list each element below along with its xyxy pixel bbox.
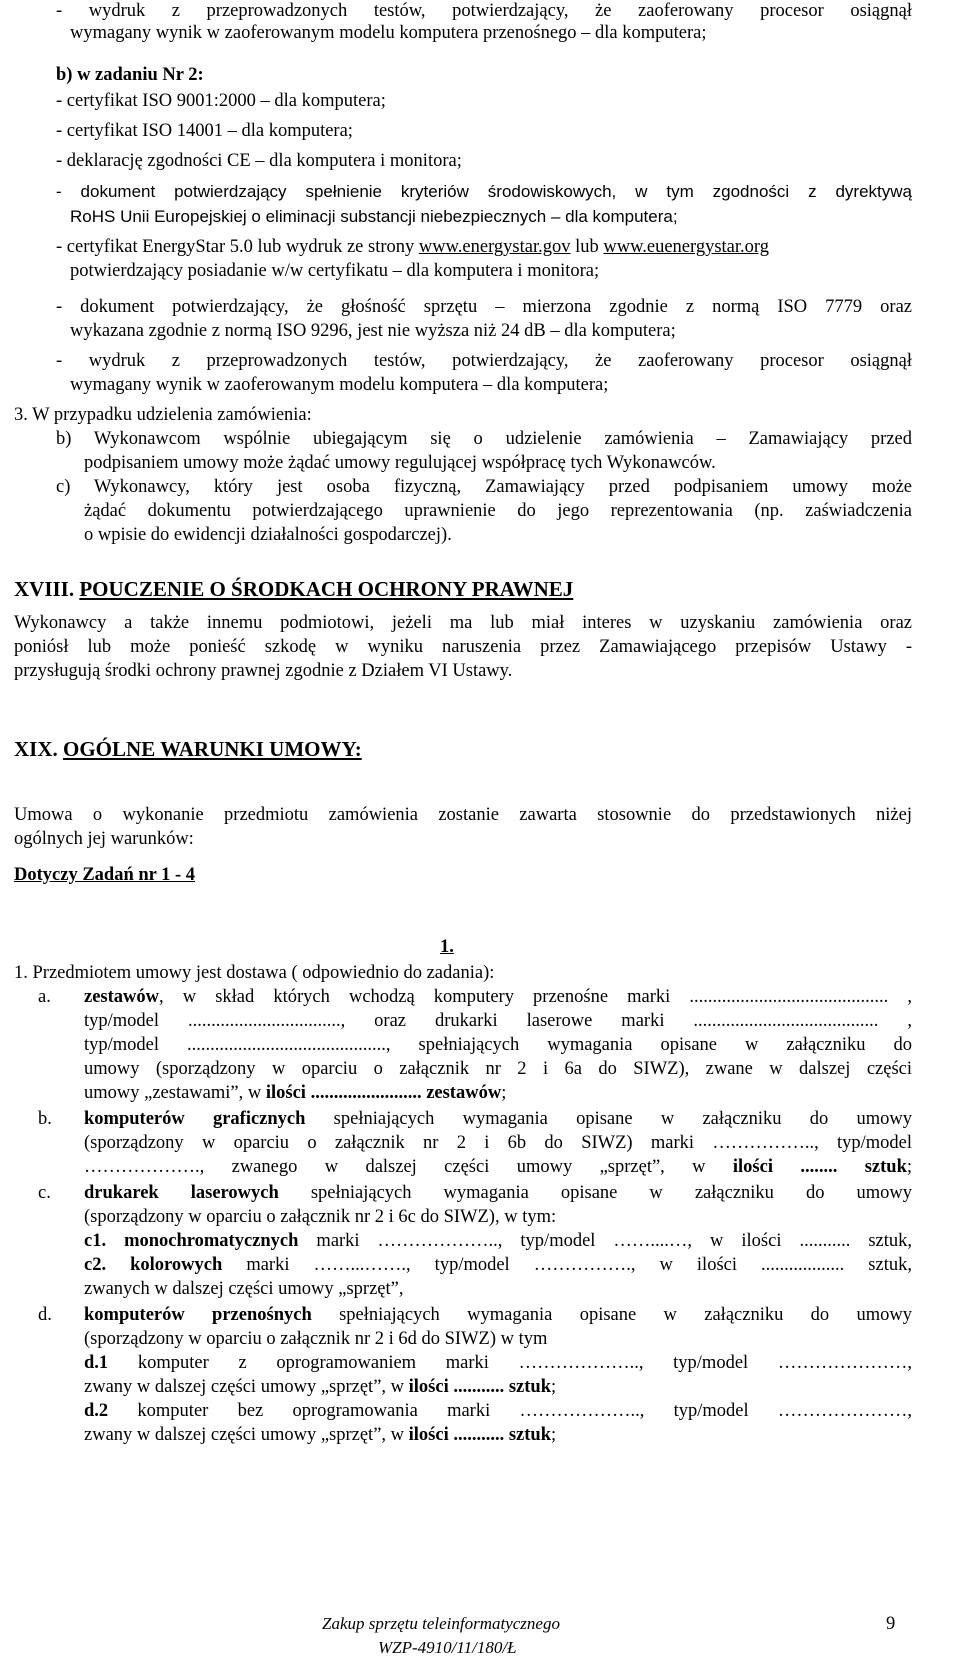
text-line: 1. [440,937,454,957]
text-line: b) Wykonawcom wspólnie ubiegającym się o udzielenie zamówienia – Zamawiający przed [56,429,912,449]
text-line: wymagany wynik w zaoferowanym modelu komputera – dla komputera; [70,375,609,395]
text-segment: d.1 [84,1353,109,1373]
text-segment: ilości ........... sztuk [408,1377,552,1397]
text-segment: c2. kolorowych [84,1255,223,1275]
text-segment: komputer z oprogramowaniem marki ……………….., typ/model …………………, [108,1353,912,1373]
text-segment: ………………., zwanego w dalszej części umowy „sprzęt”, w [84,1157,733,1177]
text-line: RoHS Unii Europejskiej o eliminacji substancji niebezpiecznych – dla komputera; [70,207,678,226]
text-line [84,1352,912,1374]
text-segment: drukarek laserowych [84,1183,279,1203]
text-line [84,1082,506,1104]
text-line: Dotyczy Zadań nr 1 - 4 [14,865,196,885]
text-line [84,1156,912,1178]
text-line: c. [38,1183,51,1203]
text-line: wymagany wynik w zaoferowanym modelu komputera przenośnego – dla komputera; [70,23,707,43]
text-line [56,236,769,258]
footer-reference: WZP-4910/11/180/Ł [378,1638,517,1657]
underlined-text: POUCZENIE O ŚRODKACH OCHRONY PRAWNEJ [79,577,574,601]
text-line: - deklarację zgodności CE – dla komputera i monitora; [56,151,462,171]
text-segment: XIX. [14,737,64,761]
text-line: zwanych w dalszej części umowy „sprzęt”, [84,1279,404,1299]
text-segment: spełniających wymagania opisane w załączniku do umowy [311,1305,913,1325]
text-segment: spełniających wymagania opisane w załączniku do umowy [278,1183,913,1203]
text-segment: zwany w dalszej części umowy „sprzęt”, w [84,1425,409,1445]
text-line: - certyfikat ISO 14001 – dla komputera; [56,121,353,141]
text-segment: umowy „zestawami”, w [84,1083,266,1103]
underlined-text: OGÓLNE WARUNKI UMOWY: [63,737,362,761]
text-segment: XVIII. [14,577,80,601]
section-heading [14,738,362,760]
text-line: potwierdzający posiadanie w/w certyfikatu – dla komputera i monitora; [70,261,600,281]
section-heading [14,578,573,600]
text-line [84,1400,912,1422]
text-segment: zestawów [84,987,160,1007]
text-line: - dokument potwierdzający, że głośność sprzętu – mierzona zgodnie z normą ISO 7779 oraz [56,297,912,317]
text-line: c) Wykonawcy, który jest osoba fizyczną, Zamawiający przed podpisaniem umowy może [56,477,912,497]
text-line: d. [38,1305,52,1325]
text-line: a. [38,987,51,1007]
text-line [84,1424,556,1446]
text-line: - wydruk z przeprowadzonych testów, potwierdzający, że zaoferowany procesor osiągnął [56,351,912,371]
text-line: żądać dokumentu potwierdzającego uprawnienie do jego reprezentowania (np. zaświadczenia [84,501,912,521]
text-line: (sporządzony w oparciu o załącznik nr 2 i 6b do SIWZ) marki …………….., typ/model [84,1133,912,1153]
text-line: Wykonawcy a także innemu podmiotowi, jeżeli ma lub miał interes w uzyskaniu zamówienia oraz [14,613,912,633]
text-segment: komputerów graficznych [84,1109,306,1129]
text-line [84,1254,912,1276]
text-line [84,1108,912,1130]
text-segment: d.2 [84,1401,109,1421]
text-line: - wydruk z przeprowadzonych testów, potwierdzający, że zaoferowany procesor osiągnął [56,1,912,21]
text-line: typ/model ................................., oraz drukarki laserowe marki ........................................ , [84,1011,912,1031]
text-line: podpisaniem umowy może żądać umowy regulującej współpracę tych Wykonawców. [84,453,716,473]
text-segment: ilości ........... sztuk [408,1425,552,1445]
text-line: ogólnych jej warunków: [14,829,194,849]
text-line: przysługują środki ochrony prawnej zgodnie z Działem VI Ustawy. [14,661,513,681]
text-line: (sporządzony w oparciu o załącznik nr 2 i 6c do SIWZ), w tym: [84,1207,557,1227]
text-line: - certyfikat ISO 9001:2000 – dla komputera; [56,91,386,111]
text-segment: - certyfikat EnergyStar 5.0 lub wydruk ze strony [56,237,419,257]
text-line [84,1230,912,1252]
text-segment: ; [551,1377,557,1397]
text-line [84,1376,556,1398]
text-line [84,986,912,1008]
text-segment: zwany w dalszej części umowy „sprzęt”, w [84,1377,409,1397]
text-line: wykazana zgodnie z normą ISO 9296, jest nie wyższa niż 24 dB – dla komputera; [70,321,676,341]
text-line: (sporządzony w oparciu o załącznik nr 2 i 6d do SIWZ) w tym [84,1329,548,1349]
text-line: 1. Przedmiotem umowy jest dostawa ( odpowiednio do zadania): [14,963,495,983]
text-line [84,1304,912,1326]
text-segment: marki ……………….., typ/model ……....…, w ilości ........... sztuk, [298,1231,912,1251]
text-segment: c1. monochromatycznych [84,1231,299,1251]
text-segment: ; [551,1425,557,1445]
text-line: Umowa o wykonanie przedmiotu zamówienia zostanie zawarta stosownie do przedstawionych niżej [14,805,912,825]
text-line: b) w zadaniu Nr 2: [56,65,204,85]
text-segment: komputer bez oprogramowania marki ……………….., typ/model …………………, [108,1401,912,1421]
text-line [84,1182,912,1204]
text-line: typ/model ..........................................., spełniających wymagania opisane w załączniku do [84,1035,912,1055]
text-segment: ilości ........ sztuk [732,1157,907,1177]
text-segment: , w skład których wchodzą komputery przenośne marki ........................................... , [159,987,912,1007]
text-segment: lub [570,237,604,257]
footer-title: Zakup sprzętu teleinformatycznego [322,1614,560,1633]
text-line: - dokument potwierdzający spełnienie kryteriów środowiskowych, w tym zgodności z dyrektywą [56,182,912,201]
text-segment: ; [501,1083,507,1103]
text-segment: ilości ........................ zestawów [265,1083,502,1103]
text-segment: spełniających wymagania opisane w załączniku do umowy [305,1109,912,1129]
text-line: b. [38,1109,52,1129]
page-number: 9 [886,1614,896,1634]
text-segment: marki ……...……., typ/model ……………., w ilości .................. sztuk, [222,1255,912,1275]
text-line: poniósł lub może ponieść szkodę w wyniku naruszenia przez Zamawiającego przepisów Ustawy - [14,637,912,657]
text-segment: komputerów przenośnych [84,1305,312,1325]
text-line: umowy (sporządzony w oparciu o załącznik nr 2 i 6a do SIWZ), zwane w dalszej części [84,1059,912,1079]
underlined-text: www.euenergystar.org [603,237,769,257]
text-line: 3. W przypadku udzielenia zamówienia: [14,405,312,425]
text-segment: ; [906,1157,913,1177]
text-line: o wpisie do ewidencji działalności gospodarczej). [84,525,452,545]
underlined-text: www.energystar.gov [418,237,571,257]
